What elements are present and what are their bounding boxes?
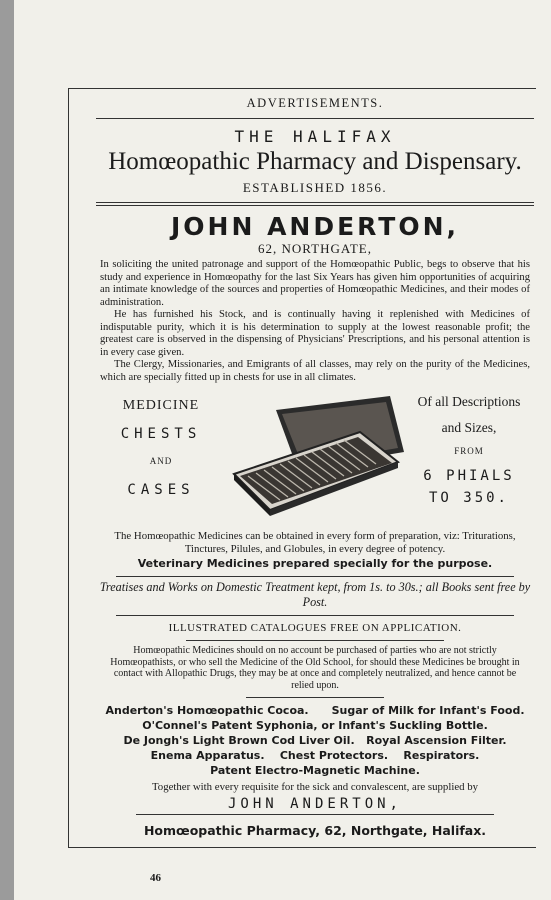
together-text: Together with every requisite for the sick and convalescent, are supplied by [151,781,479,793]
product-line-5: Patent Electro-Magnetic Machine. [210,764,420,777]
right-to-350: TO 350. [428,490,509,506]
right-sizes: and Sizes, [441,420,497,435]
rule-4 [246,697,384,698]
proprietor-name: JOHN ANDERTON, [170,212,460,241]
warning-text: Homœopathic Medicines should on no account be purchased of parties who are not strictly Homœopathists, or who sell the Medicine of the Old School, for should these Medicines be brought in contact with Allopathic Drugs, they may be at once and completely neutralized, and hence cannot be relied upon. [110,645,520,691]
right-from: FROM [454,446,484,456]
footer-name: JOHN ANDERTON, [227,795,402,812]
product-line-1: Anderton's Homœopathic Cocoa. Sugar of Milk for Infant's Food. [105,704,525,717]
paragraph-2: He has furnished his Stock, and is continually having it replenished with Medicines of indisputable purity, which it is his determination to supply at the lowest reasonable profit; the greatest care is observed in the dispensing of Physicians' Prescriptions, and his personal attention is in every case given. [100,309,530,358]
rule-3 [186,640,444,641]
proprietor-address: 62, NORTHGATE, [258,241,372,256]
right-descriptions: Of all Descriptions [417,394,521,409]
left-cases: CASES [127,482,195,498]
established: ESTABLISHED 1856. [242,180,388,195]
medicine-chest-block [96,392,534,520]
veterinary-text: Veterinary Medicines prepared specially for the purpose. [137,557,493,570]
title-line-2: Homœopathic Pharmacy and Dispensary. [108,148,522,175]
header-rule [96,118,534,119]
paragraph-1: In soliciting the united patronage and support of the Homœopathic Public, begs to observe that his study and experience in Homœopathy for the last Six Years has given him opportunities of acquiring an intimate knowledge of the sources and properties of Homœopathic Medicines, and their modes of administration. [100,259,530,308]
advertisement-content [96,88,534,838]
medicine-chest-illustration [228,392,406,520]
paragraph-3: The Clergy, Missionaries, and Emigrants of all classes, may rely on the purity of the Medicines, which are specially fitted up in chests for use in all climates. [100,359,530,383]
forms-text: The Homœopathic Medicines can be obtained in every form of preparation, viz: Triturations, Tinctures, Pilules, and Globules, in every degree of potency. [114,530,516,555]
catalogues-text: ILLUSTRATED CATALOGUES FREE ON APPLICATION. [168,621,462,634]
product-line-2: O'Connel's Patent Syphonia, or Infant's Suckling Bottle. [142,719,488,732]
product-line-3: De Jongh's Light Brown Cod Liver Oil. Royal Ascension Filter. [123,734,507,747]
section-header: ADVERTISEMENTS. [246,96,384,110]
left-medicine: MEDICINE [122,398,200,413]
footer-address: Homœopathic Pharmacy, 62, Northgate, Halifax. [143,822,487,838]
footer-rule [136,814,494,815]
product-line-4: Enema Apparatus. Chest Protectors. Respirators. [150,749,480,762]
treatises-text: Treatises and Works on Domestic Treatment kept, from 1s. to 30s.; all Books sent free by Post. [99,579,531,609]
page-number: 46 [150,872,161,884]
rule-1 [116,576,514,577]
right-phials: 6 PHIALS [423,468,515,484]
title-line-1: THE HALIFAX [234,127,396,146]
rule-2 [116,615,514,616]
double-rule [96,202,534,206]
left-and: AND [149,456,173,466]
left-chests: CHESTS [120,426,202,442]
